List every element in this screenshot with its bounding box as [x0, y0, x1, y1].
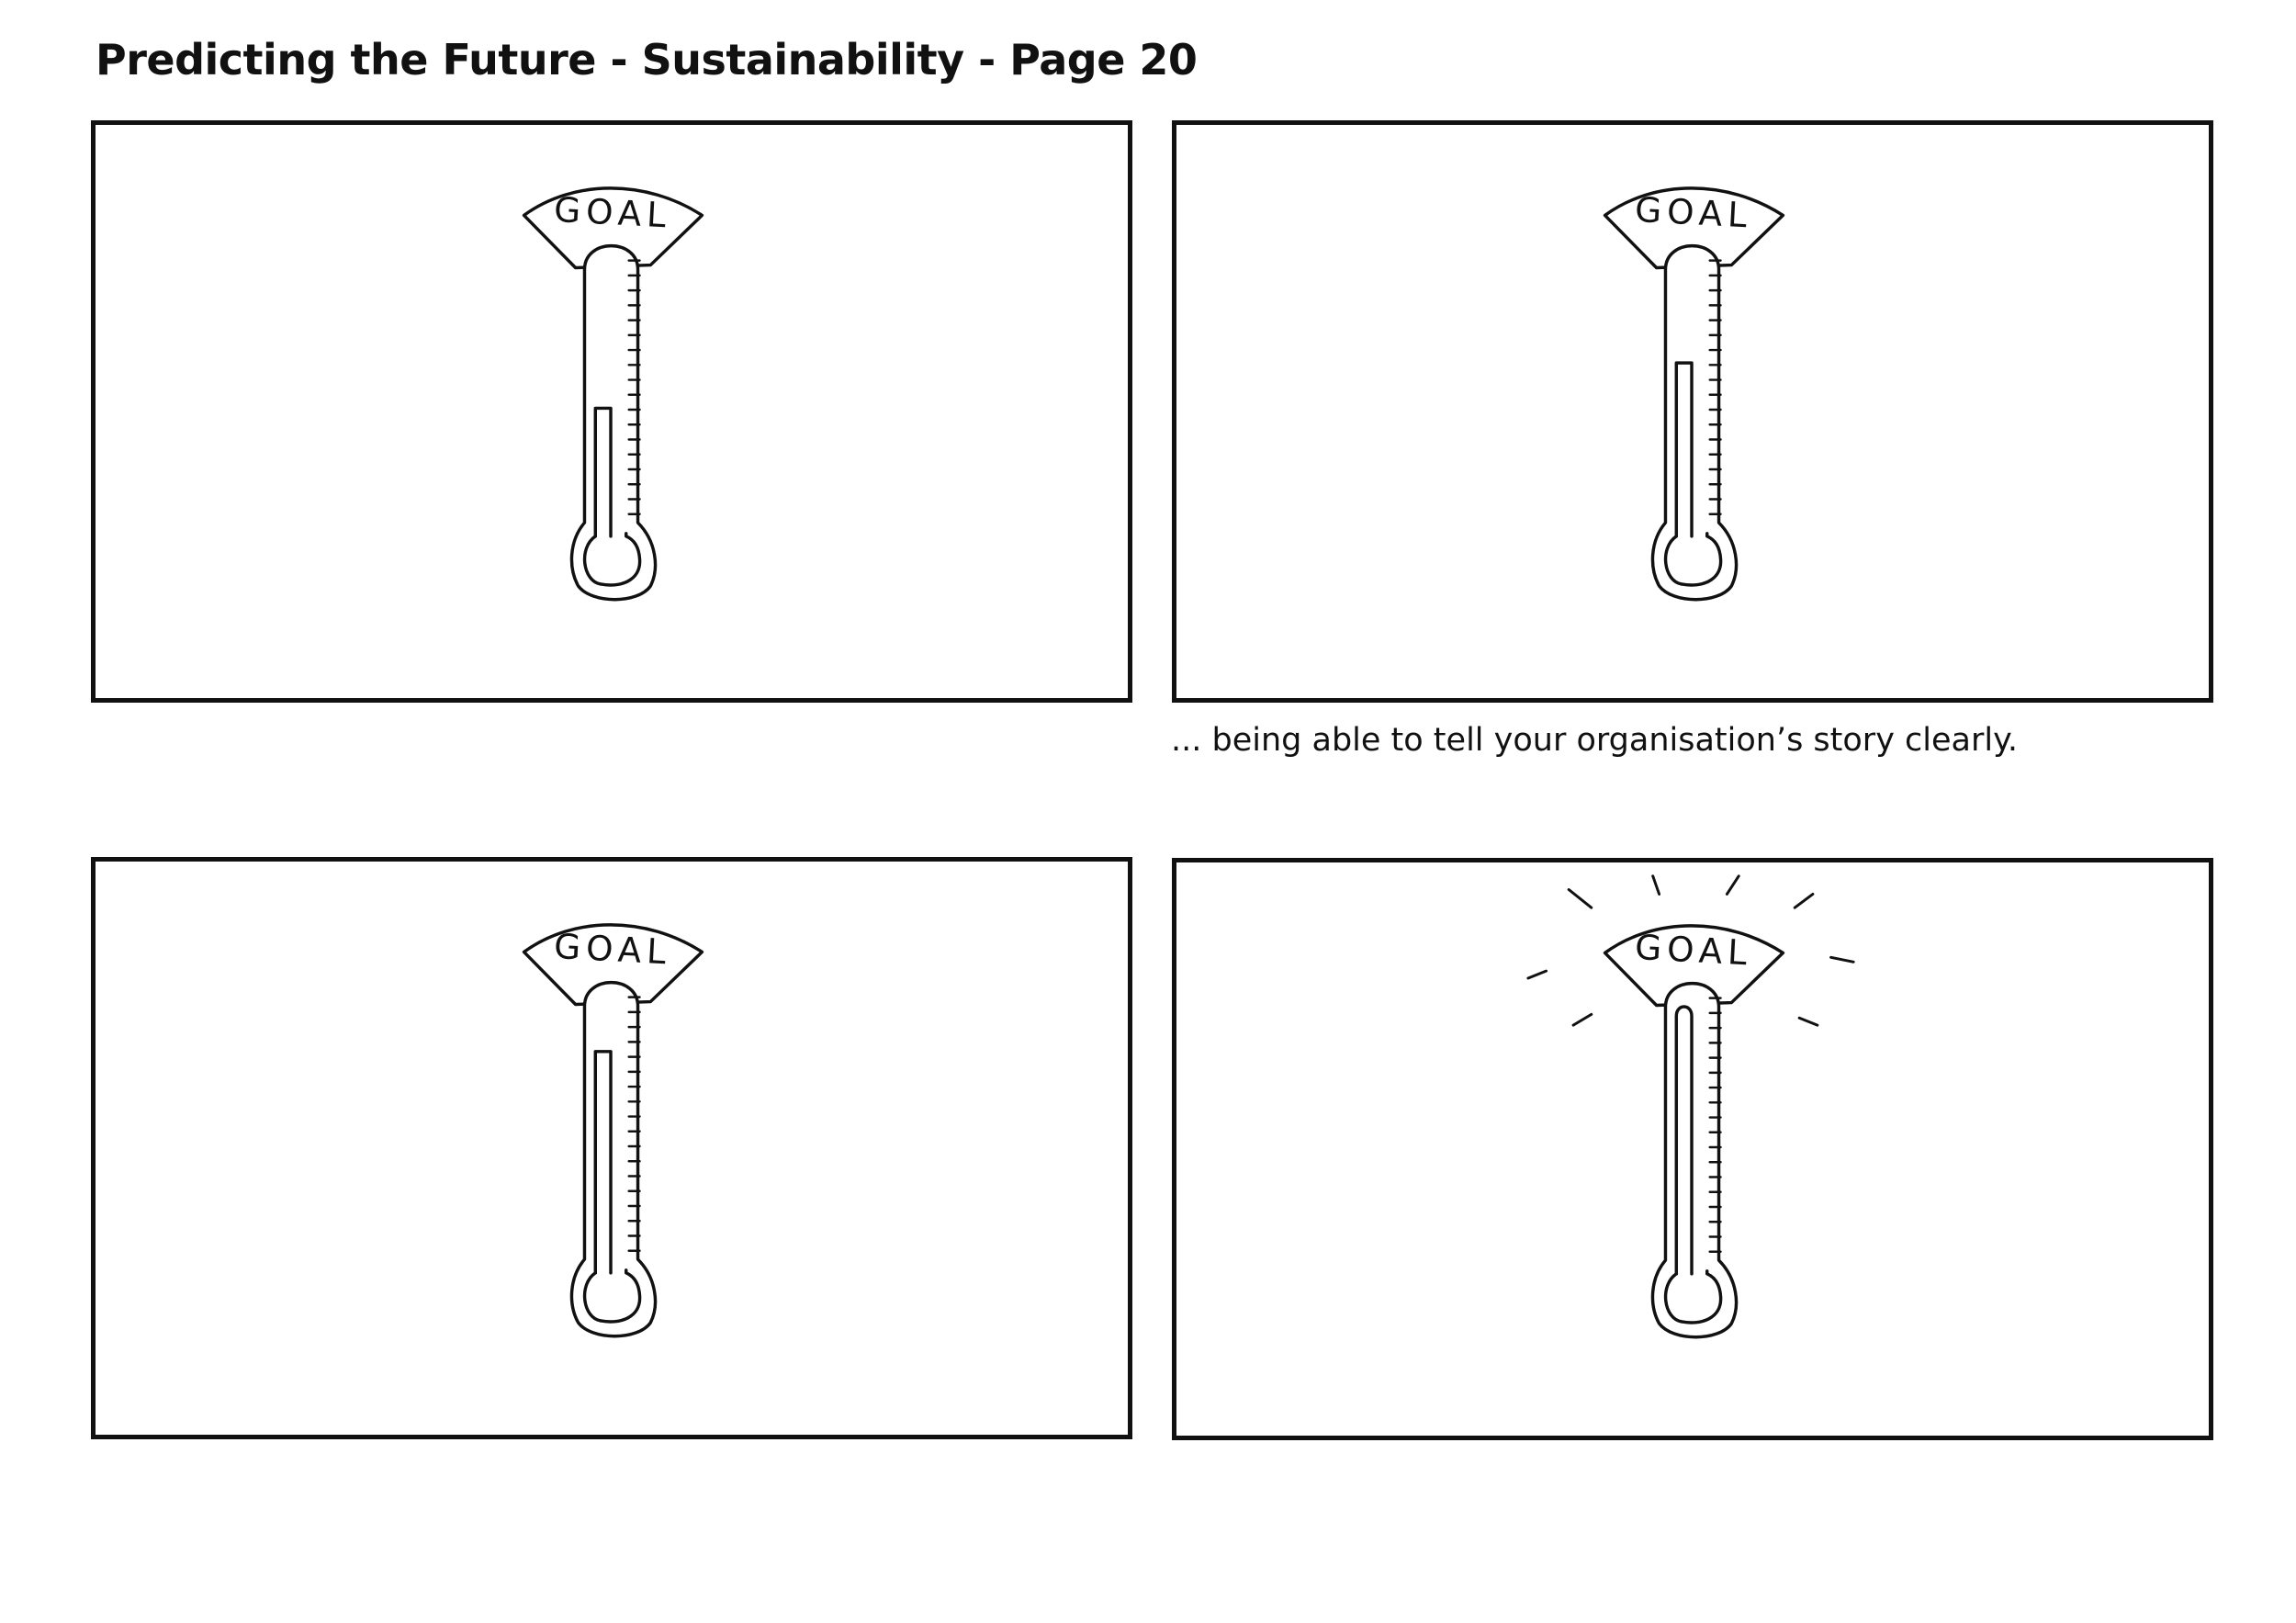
storyboard-panel-1	[91, 120, 1132, 703]
goal-thermometer-icon	[96, 862, 1128, 1435]
page-title: Predicting the Future - Sustainability - Page 20	[96, 35, 1198, 85]
storyboard-panel-3	[91, 857, 1132, 1439]
goal-label: GOAL	[1634, 188, 1754, 236]
goal-label: GOAL	[1634, 926, 1754, 974]
celebration-burst-line	[1727, 876, 1739, 895]
goal-label: GOAL	[553, 188, 673, 236]
goal-label: GOAL	[553, 925, 673, 973]
celebration-burst-line	[1799, 1018, 1818, 1025]
thermometer-outer	[1652, 984, 1736, 1337]
thermometer-outer	[571, 246, 655, 600]
celebration-burst-line	[1831, 957, 1854, 962]
celebration-burst-line	[1573, 1014, 1592, 1025]
storyboard-panel-4	[1172, 858, 2213, 1440]
celebration-burst-line	[1569, 890, 1592, 908]
thermometer-outer	[1652, 246, 1736, 600]
goal-thermometer-icon	[1176, 125, 2209, 698]
panel-2-caption: ... being able to tell your organisation’s story clearly.	[1171, 722, 2018, 759]
storyboard-panel-2	[1172, 120, 2213, 703]
thermometer	[524, 188, 703, 600]
goal-thermometer-icon	[96, 125, 1128, 698]
goal-thermometer-icon	[1176, 862, 2209, 1436]
celebration-burst-line	[1528, 971, 1547, 978]
thermometer	[1528, 876, 1853, 1337]
thermometer	[524, 925, 703, 1336]
thermometer	[1605, 188, 1784, 600]
thermometer-outer	[571, 983, 655, 1336]
celebration-burst-line	[1653, 876, 1660, 895]
celebration-burst-line	[1795, 894, 1813, 907]
